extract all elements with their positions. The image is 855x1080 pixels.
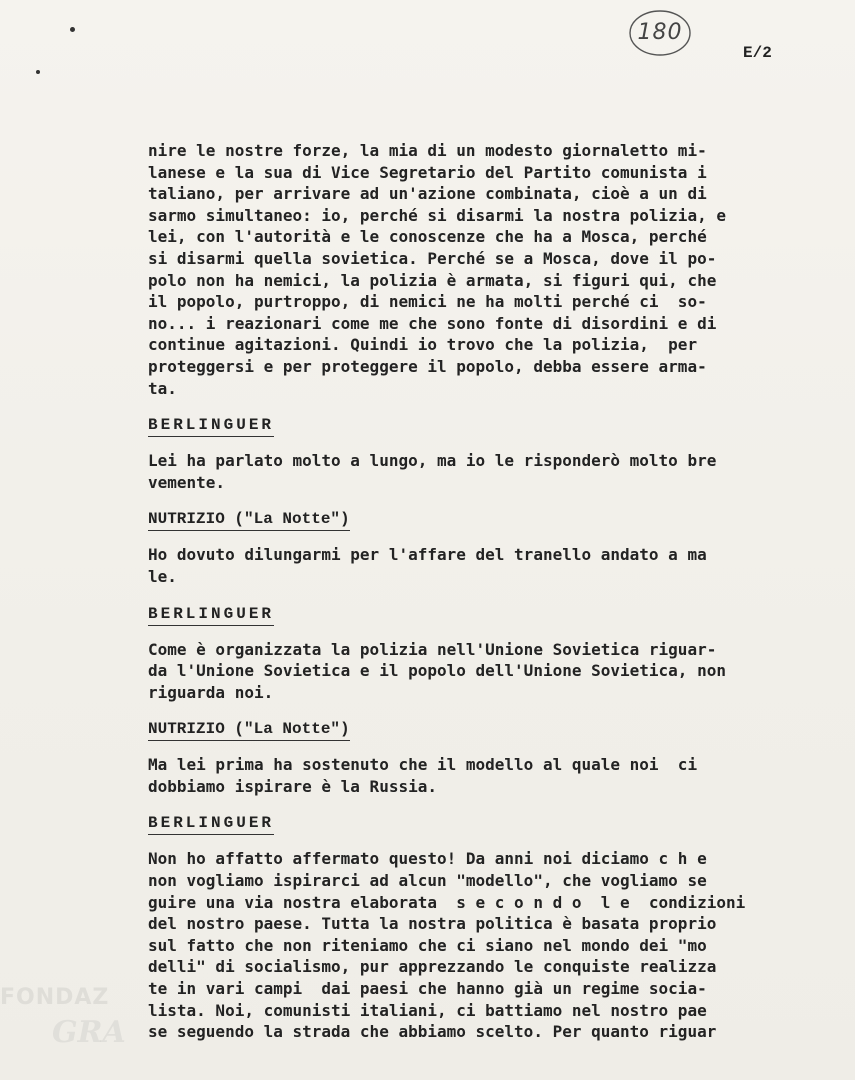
text-line: si disarmi quella sovietica. Perché se a Mosca, dove il po- xyxy=(148,248,717,268)
text-line: non vogliamo ispirarci ad alcun "modello", che vogliamo se xyxy=(148,871,707,891)
text-line: da l'Unione Sovietica e il popolo dell'Unione Sovietica, non xyxy=(148,661,726,681)
text-line: sarmo simultaneo: io, perché si disarmi la nostra polizia, e xyxy=(148,205,726,225)
text-line: lanese e la sua di Vice Segretario del Partito comunista i xyxy=(148,162,707,182)
paragraph xyxy=(148,639,798,704)
text-line: ta. xyxy=(148,378,177,398)
text-line: vemente. xyxy=(148,472,226,492)
ink-spot xyxy=(36,70,40,74)
text-line: lista. Noi, comunisti italiani, ci battiamo nel nostro pae xyxy=(148,1000,707,1020)
text-line: Come è organizzata la polizia nell'Unione Sovietica riguar- xyxy=(148,639,717,659)
speaker-name: NUTRIZIO ("La Notte") xyxy=(148,508,350,531)
speaker-heading xyxy=(148,812,798,835)
text-line: il popolo, purtroppo, di nemici ne ha molti perché ci so- xyxy=(148,292,707,312)
transcript-body xyxy=(148,140,798,1043)
speaker-name: BERLINGUER xyxy=(148,812,274,835)
text-line: polo non ha nemici, la polizia è armata, si figuri qui, che xyxy=(148,270,717,290)
text-line: Non ho affatto affermato questo! Da anni noi diciamo c h e xyxy=(148,849,707,869)
handwritten-page-number xyxy=(628,8,692,58)
text-line: riguarda noi. xyxy=(148,682,274,702)
text-line: Ma lei prima ha sostenuto che il modello al quale noi ci xyxy=(148,755,698,775)
text-line: taliano, per arrivare ad un'azione combinata, cioè a un di xyxy=(148,184,707,204)
text-line: se seguendo la strada che abbiamo scelto. Per quanto riguar xyxy=(148,1022,717,1042)
paragraph xyxy=(148,544,798,587)
archive-watermark: FONDAZ xyxy=(0,985,110,1010)
text-line: te in vari campi dai paesi che hanno già un regime socia- xyxy=(148,979,707,999)
speaker-heading xyxy=(148,414,798,437)
ink-spot xyxy=(70,27,75,32)
speaker-name: NUTRIZIO ("La Notte") xyxy=(148,718,350,741)
paragraph xyxy=(148,450,798,493)
text-line: Lei ha parlato molto a lungo, ma io le risponderò molto bre xyxy=(148,451,717,471)
speaker-heading xyxy=(148,718,798,741)
speaker-heading xyxy=(148,603,798,626)
text-line: lei, con l'autorità e le conoscenze che ha a Mosca, perché xyxy=(148,227,707,247)
text-line: le. xyxy=(148,566,177,586)
page-number-text: 180 xyxy=(637,20,683,45)
page-reference: E/2 xyxy=(743,44,772,62)
paragraph xyxy=(148,140,798,399)
text-line: delli" di socialismo, pur apprezzando le conquiste realizza xyxy=(148,957,717,977)
text-line: guire una via nostra elaborata s e c o n d o l e condizioni xyxy=(148,892,746,912)
paragraph xyxy=(148,754,798,797)
text-line: del nostro paese. Tutta la nostra politica è basata proprio xyxy=(148,914,717,934)
text-line: dobbiamo ispirare è la Russia. xyxy=(148,776,437,796)
text-line: proteggersi e per proteggere il popolo, debba essere arma- xyxy=(148,356,707,376)
text-line: nire le nostre forze, la mia di un modesto giornaletto mi- xyxy=(148,141,707,160)
speaker-name: BERLINGUER xyxy=(148,414,274,437)
text-line: sul fatto che non riteniamo che ci siano nel mondo dei "mo xyxy=(148,935,707,955)
archive-watermark-secondary: GRA xyxy=(52,1015,126,1050)
text-line: no... i reazionari come me che sono fonte di disordini e di xyxy=(148,313,717,333)
speaker-heading xyxy=(148,508,798,531)
speaker-name: BERLINGUER xyxy=(148,603,274,626)
paragraph xyxy=(148,848,798,1042)
text-line: Ho dovuto dilungarmi per l'affare del tranello andato a ma xyxy=(148,545,707,565)
text-line: continue agitazioni. Quindi io trovo che la polizia, per xyxy=(148,335,698,355)
